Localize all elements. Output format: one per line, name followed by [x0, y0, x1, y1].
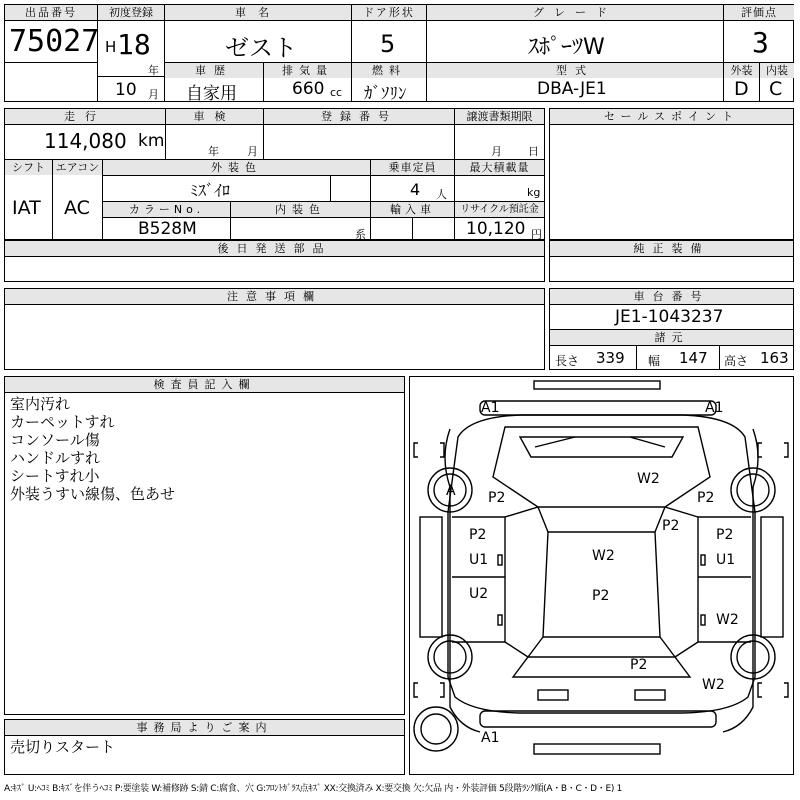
damage-mark: P2 — [716, 527, 734, 543]
damage-mark: W2 — [592, 548, 615, 564]
history: 自家用 — [186, 84, 237, 104]
month-unit: 月 — [148, 88, 159, 101]
genuine-label: 純正装備 — [550, 241, 793, 256]
damage-mark: P2 — [662, 518, 680, 534]
legend: A:ｷｽﾞ U:ﾍｺﾐ B:ｷｽﾞを伴うﾍｺﾐ P:要塗装 W:補修跡 S:錆 C:腐食、穴 G:ﾌﾛﾝﾄｶﾞﾗｽ点ｷｽﾞ XX:交換済み X:要交換 欠:欠品 内・外装評価 5段階ﾗﾝｸ順(A・B・C・D・E) 1 — [4, 784, 623, 794]
width: 147 — [679, 349, 708, 367]
shift: IAT — [12, 197, 41, 219]
doors: 5 — [380, 30, 396, 58]
office-text: 売切りスタート — [10, 738, 116, 756]
year-unit: 年 — [148, 64, 159, 77]
damage-mark: A1 — [481, 400, 500, 416]
sales-point-box — [549, 108, 794, 240]
transfer-day-unit: 日 — [528, 145, 539, 158]
door-label: ドア形状 — [352, 5, 426, 20]
inspector-line: カーペットすれ — [10, 413, 115, 431]
inspector-line: シートすれ小 — [10, 467, 100, 485]
exterior: D — [734, 78, 749, 100]
reg-year: 18 — [117, 28, 151, 61]
mileage-label: 走行 — [5, 109, 165, 124]
damage-mark: A1 — [481, 730, 500, 746]
model: DBA-JE1 — [537, 79, 607, 99]
color-no: B528M — [138, 219, 197, 239]
damage-mark: P2 — [592, 588, 610, 604]
recycle: 10,120 — [466, 219, 526, 239]
office-label: 事務局よりご案内 — [5, 720, 404, 735]
height: 163 — [760, 349, 789, 367]
inspector-label: 検査員記入欄 — [5, 377, 404, 392]
length-label: 長さ — [555, 354, 580, 368]
mileage: 114,080 — [44, 129, 127, 153]
capacity-unit: 人 — [436, 188, 447, 201]
chassis-label: 車台番号 — [550, 289, 793, 304]
ac-label: エアコン — [53, 160, 102, 175]
car-name: ゼスト — [225, 34, 297, 62]
score: 3 — [752, 26, 769, 59]
exterior-label: 外装 — [724, 63, 759, 78]
inspector-line: 室内汚れ — [10, 395, 71, 413]
car-name-label: 車名 — [165, 5, 351, 20]
interior-label: 内装 — [760, 63, 794, 78]
load-unit: kg — [527, 186, 541, 199]
damage-mark: U1 — [469, 552, 489, 568]
ext-color-label: 外装色 — [103, 160, 370, 175]
lot-no-label: 出品番号 — [5, 5, 97, 20]
fuel-label: 燃料 — [352, 63, 426, 78]
recycle-label: リサイクル預託金 — [455, 202, 544, 217]
capacity-label: 乗車定員 — [371, 160, 454, 175]
import-label: 輸入車 — [371, 202, 454, 217]
displacement: 660 — [292, 79, 325, 99]
inspector-line: ハンドルすれ — [10, 449, 101, 467]
damage-mark: W2 — [702, 677, 725, 693]
later-parts-label: 後日発送部品 — [5, 241, 544, 256]
int-color-unit: 系 — [355, 228, 366, 241]
chassis-number: JE1-1043237 — [615, 307, 724, 327]
plate-label: 登録番号 — [264, 109, 454, 124]
first-reg-label: 初度登録 — [98, 5, 164, 20]
score-label: 評価点 — [724, 5, 794, 20]
width-label: 幅 — [648, 354, 661, 368]
specs-label: 諸元 — [550, 330, 793, 345]
displacement-label: 排気量 — [264, 63, 351, 78]
damage-mark: P2 — [630, 657, 648, 673]
era: H — [105, 38, 117, 56]
ext-color: ﾐｽﾞｲﾛ — [190, 181, 231, 200]
capacity: 4 — [410, 180, 421, 199]
model-label: 型式 — [427, 63, 723, 78]
lot-no: 75027 — [9, 24, 100, 59]
transfer-label: 譲渡書類期限 — [455, 109, 544, 124]
damage-mark: W2 — [716, 612, 739, 628]
reg-month: 10 — [115, 80, 137, 100]
transfer-month-unit: 月 — [491, 145, 502, 158]
height-label: 高さ — [724, 354, 749, 368]
damage-mark: U2 — [469, 586, 489, 602]
damage-mark: P2 — [469, 527, 487, 543]
damage-mark: P2 — [697, 490, 715, 506]
car-outline — [410, 377, 793, 774]
load-label: 最大積載量 — [455, 160, 544, 175]
damage-mark: P2 — [488, 490, 506, 506]
fuel: ｶﾞｿﾘﾝ — [364, 84, 407, 104]
sales-label: セールスポイント — [550, 109, 793, 124]
inspector-line: 外装うすい線傷、色あせ — [10, 485, 176, 503]
recycle-unit: 円 — [531, 228, 542, 241]
damage-mark: A1 — [705, 400, 724, 416]
notes-label: 注意事項欄 — [5, 289, 544, 304]
length: 339 — [596, 349, 625, 367]
history-label: 車歴 — [165, 63, 263, 78]
shift-label: シフト — [5, 160, 52, 175]
inspection-year-unit: 年 — [208, 145, 219, 158]
damage-mark: U1 — [716, 552, 736, 568]
inspector-line: コンソール傷 — [10, 431, 100, 449]
inspection-label: 車検 — [166, 109, 263, 124]
inspection-month-unit: 月 — [247, 145, 258, 158]
damage-mark: A — [446, 483, 456, 499]
interior: C — [769, 78, 783, 100]
grade: ｽﾎﾟｰﾂW — [528, 35, 605, 60]
ac: AC — [64, 197, 90, 219]
mileage-unit: km — [138, 131, 165, 151]
int-color-label: 内装色 — [231, 202, 370, 217]
damage-mark: W2 — [637, 471, 660, 487]
displacement-unit: cc — [330, 86, 343, 99]
color-no-label: カラーNo. — [103, 202, 230, 217]
grade-label: グレード — [427, 5, 723, 20]
